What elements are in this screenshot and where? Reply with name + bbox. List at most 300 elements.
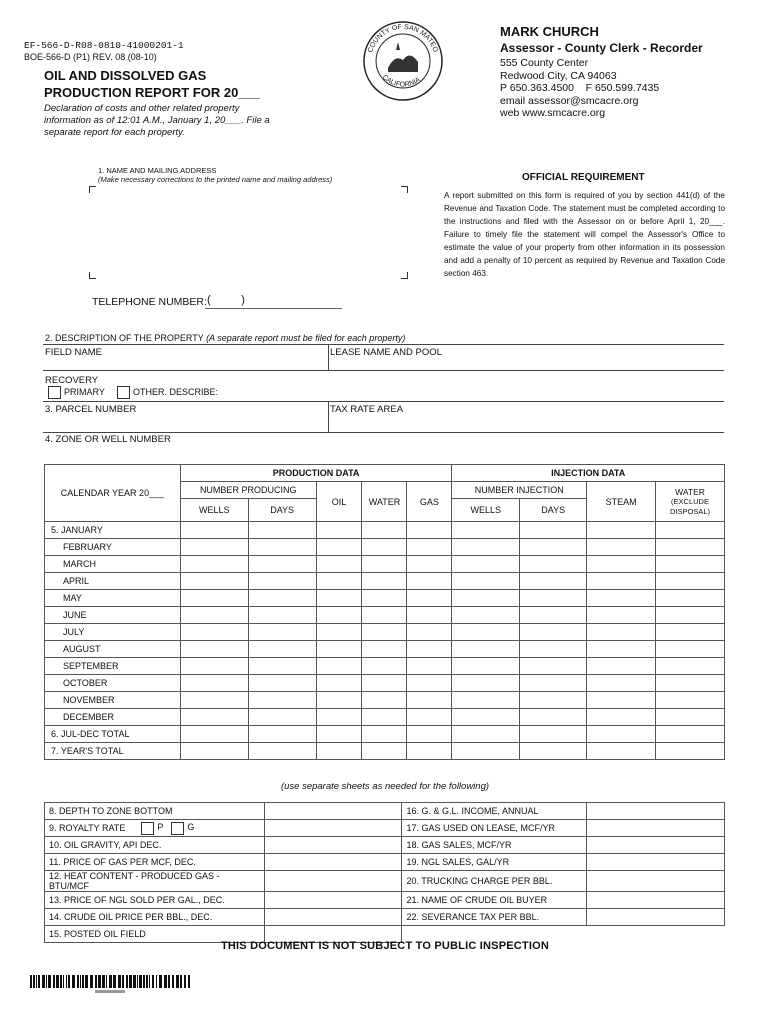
- water-inj-label: WATER: [675, 486, 705, 497]
- data-cell[interactable]: [520, 556, 587, 573]
- barcode-bar: [63, 975, 64, 988]
- data-cell[interactable]: [248, 658, 316, 675]
- data-cell[interactable]: [520, 675, 587, 692]
- data-cell[interactable]: [520, 590, 587, 607]
- data-cell[interactable]: [180, 726, 248, 743]
- royalty-rate-label: 9. ROYALTY RATE: [49, 822, 126, 833]
- info-label: 19. NGL SALES, GAL/YR: [402, 854, 587, 871]
- month-label: FEBRUARY: [45, 539, 181, 556]
- data-cell[interactable]: [656, 522, 725, 539]
- data-cell[interactable]: [587, 539, 656, 556]
- barcode-bar: [98, 975, 101, 988]
- data-cell[interactable]: [452, 624, 520, 641]
- month-label: SEPTEMBER: [45, 658, 181, 675]
- disposal-label: DISPOSAL): [670, 506, 711, 516]
- oil-header: OIL: [316, 482, 362, 522]
- data-cell[interactable]: [520, 641, 587, 658]
- royalty-p-label: P: [157, 822, 164, 833]
- barcode-bar: [159, 975, 162, 988]
- official-heading: OFFICIAL REQUIREMENT: [522, 172, 645, 183]
- data-cell[interactable]: [656, 590, 725, 607]
- data-cell[interactable]: [656, 743, 725, 760]
- data-cell[interactable]: [452, 539, 520, 556]
- production-table: [44, 464, 725, 760]
- svg-text:CALIFORNIA: CALIFORNIA: [380, 73, 422, 89]
- address-line2: Redwood City, CA 94063: [500, 69, 617, 82]
- data-cell[interactable]: [407, 522, 452, 539]
- info-value[interactable]: [264, 837, 402, 854]
- data-cell[interactable]: [248, 573, 316, 590]
- info-value[interactable]: [264, 871, 402, 892]
- data-cell[interactable]: [407, 539, 452, 556]
- info-value[interactable]: [587, 820, 725, 837]
- table-row: [45, 658, 725, 675]
- table-row: [45, 522, 725, 539]
- data-cell[interactable]: [180, 709, 248, 726]
- table-row: [45, 854, 725, 871]
- property-description: [45, 333, 405, 343]
- gas-header: GAS: [407, 482, 452, 522]
- data-cell[interactable]: [180, 743, 248, 760]
- data-cell[interactable]: [587, 675, 656, 692]
- barcode-bar: [118, 975, 121, 988]
- title-line1: OIL AND DISSOLVED GAS: [44, 68, 207, 83]
- data-cell[interactable]: [407, 641, 452, 658]
- data-cell[interactable]: [362, 709, 407, 726]
- barcode-bar: [146, 975, 148, 988]
- water-header: WATER: [362, 482, 407, 522]
- data-cell[interactable]: [520, 709, 587, 726]
- data-cell[interactable]: [180, 641, 248, 658]
- data-cell[interactable]: [180, 573, 248, 590]
- data-cell[interactable]: [407, 624, 452, 641]
- property-description-note: (A separate report must be filed for each property): [206, 333, 406, 343]
- barcode-bar: [172, 975, 174, 988]
- assessor-contact: [500, 57, 659, 120]
- barcode-bar: [129, 975, 132, 988]
- barcode-bar: [156, 975, 157, 988]
- data-cell[interactable]: [248, 556, 316, 573]
- data-cell[interactable]: [520, 607, 587, 624]
- table-row: [45, 590, 725, 607]
- data-cell[interactable]: [248, 522, 316, 539]
- data-cell[interactable]: [316, 539, 362, 556]
- data-cell[interactable]: [316, 556, 362, 573]
- data-cell[interactable]: [520, 522, 587, 539]
- name-address-note: (Make necessary corrections to the printed name and mailing address): [98, 175, 333, 184]
- barcode-bar: [102, 975, 105, 988]
- number-injection-header: NUMBER INJECTION: [452, 482, 587, 499]
- data-cell[interactable]: [316, 658, 362, 675]
- table-row: [45, 871, 725, 892]
- info-value[interactable]: [264, 909, 402, 926]
- table-row: [45, 641, 725, 658]
- month-label: JUNE: [45, 607, 181, 624]
- data-cell[interactable]: [362, 743, 407, 760]
- barcode-bar: [85, 975, 88, 988]
- data-cell[interactable]: [362, 590, 407, 607]
- data-cell[interactable]: [248, 675, 316, 692]
- address-window-corner: [401, 272, 408, 279]
- table-row: [45, 556, 725, 573]
- form-code: EF-566-D-R08-0810-41000201-1: [24, 40, 184, 51]
- number-producing-header: NUMBER PRODUCING: [180, 482, 316, 499]
- parcel-number-label: 3. PARCEL NUMBER: [45, 404, 137, 415]
- additional-info-table: [44, 802, 725, 943]
- barcode-bar: [164, 975, 167, 988]
- declaration-text: Declaration of costs and other related property information as of 12:01 A.M., January 1, 20___. File a separate report for each property.: [44, 103, 270, 138]
- info-value[interactable]: [587, 892, 725, 909]
- data-cell[interactable]: [248, 624, 316, 641]
- barcode-bar: [30, 975, 32, 988]
- data-cell[interactable]: [452, 743, 520, 760]
- data-cell[interactable]: [407, 607, 452, 624]
- info-label: 18. GAS SALES, MCF/YR: [402, 837, 587, 854]
- data-cell[interactable]: [452, 607, 520, 624]
- info-value[interactable]: [264, 854, 402, 871]
- barcode-bar: [188, 975, 190, 988]
- injection-data-header: INJECTION DATA: [452, 465, 725, 482]
- steam-header: STEAM: [587, 482, 656, 522]
- prod-wells-header: WELLS: [180, 499, 248, 522]
- barcode-bar: [66, 975, 67, 988]
- data-cell[interactable]: [452, 709, 520, 726]
- info-value[interactable]: [264, 803, 402, 820]
- barcode-bar: [152, 975, 154, 988]
- data-cell[interactable]: [362, 539, 407, 556]
- public-inspection-notice: THIS DOCUMENT IS NOT SUBJECT TO PUBLIC INSPECTION: [220, 940, 549, 952]
- data-cell[interactable]: [316, 743, 362, 760]
- data-cell[interactable]: [587, 590, 656, 607]
- barcode-bar: [137, 975, 138, 988]
- data-cell[interactable]: [520, 692, 587, 709]
- data-cell[interactable]: [407, 556, 452, 573]
- info-value[interactable]: [264, 820, 402, 837]
- barcode-bar: [122, 975, 124, 988]
- data-cell[interactable]: [452, 641, 520, 658]
- inj-wells-header: WELLS: [452, 499, 520, 522]
- data-cell[interactable]: [180, 607, 248, 624]
- data-cell[interactable]: [407, 726, 452, 743]
- data-cell[interactable]: [180, 624, 248, 641]
- table-row: [45, 743, 725, 760]
- data-cell[interactable]: [656, 726, 725, 743]
- table-row: [45, 837, 725, 854]
- data-cell[interactable]: [316, 624, 362, 641]
- info-label: 13. PRICE OF NGL SOLD PER GAL., DEC.: [45, 892, 265, 909]
- data-cell[interactable]: [656, 556, 725, 573]
- data-cell[interactable]: [248, 709, 316, 726]
- data-cell[interactable]: [248, 607, 316, 624]
- county-seal: [362, 20, 444, 102]
- barcode-bar: [80, 975, 81, 988]
- data-cell[interactable]: [587, 624, 656, 641]
- data-cell[interactable]: [248, 726, 316, 743]
- data-cell[interactable]: [452, 556, 520, 573]
- month-label: APRIL: [45, 573, 181, 590]
- address-window-corner: [401, 186, 408, 193]
- table-row: [45, 909, 725, 926]
- field-name-label: FIELD NAME: [45, 347, 103, 358]
- info-label: [45, 820, 265, 837]
- data-cell[interactable]: [452, 573, 520, 590]
- data-cell[interactable]: [587, 556, 656, 573]
- recovery-other[interactable]: [117, 386, 218, 399]
- data-cell[interactable]: [452, 522, 520, 539]
- data-cell[interactable]: [362, 522, 407, 539]
- data-cell[interactable]: [520, 658, 587, 675]
- data-cell[interactable]: [362, 726, 407, 743]
- data-cell[interactable]: [520, 743, 587, 760]
- data-cell[interactable]: [452, 692, 520, 709]
- table-row: [45, 820, 725, 837]
- table-row: [45, 539, 725, 556]
- barcode-bar: [46, 975, 47, 988]
- data-cell[interactable]: [248, 539, 316, 556]
- info-value[interactable]: [587, 803, 725, 820]
- prod-days-header: DAYS: [248, 499, 316, 522]
- data-cell[interactable]: [520, 573, 587, 590]
- barcode-bar: [42, 975, 45, 988]
- month-label: MAY: [45, 590, 181, 607]
- data-cell[interactable]: [362, 573, 407, 590]
- data-cell[interactable]: [180, 590, 248, 607]
- info-label: 15. POSTED OIL FIELD: [45, 926, 265, 943]
- barcode-bar: [82, 975, 84, 988]
- primary-checkbox[interactable]: [48, 386, 61, 399]
- data-cell[interactable]: [587, 573, 656, 590]
- barcode-bar: [133, 975, 136, 988]
- data-cell[interactable]: [248, 743, 316, 760]
- barcode-bar: [139, 975, 142, 988]
- title-line2: PRODUCTION REPORT FOR 20___: [44, 85, 260, 100]
- web-link[interactable]: web www.smcacre.org: [500, 107, 606, 119]
- table-row: [45, 675, 725, 692]
- barcode-bar: [77, 975, 79, 988]
- barcode-bar: [106, 975, 107, 988]
- data-cell[interactable]: [180, 692, 248, 709]
- info-label: 14. CRUDE OIL PRICE PER BBL., DEC.: [45, 909, 265, 926]
- table-row: [45, 709, 725, 726]
- property-description-label: 2. DESCRIPTION OF THE PROPERTY: [45, 333, 204, 343]
- month-label: NOVEMBER: [45, 692, 181, 709]
- info-label: 11. PRICE OF GAS PER MCF, DEC.: [45, 854, 265, 871]
- data-cell[interactable]: [316, 675, 362, 692]
- data-cell[interactable]: [587, 743, 656, 760]
- barcode-bar: [149, 975, 150, 988]
- barcode-bar: [109, 975, 112, 988]
- barcode-bar: [33, 975, 35, 988]
- data-cell[interactable]: [520, 624, 587, 641]
- data-cell[interactable]: [316, 590, 362, 607]
- data-cell[interactable]: [362, 675, 407, 692]
- inj-days-header: DAYS: [520, 499, 587, 522]
- data-cell[interactable]: [316, 607, 362, 624]
- info-value[interactable]: [587, 837, 725, 854]
- data-cell[interactable]: [316, 726, 362, 743]
- water-exclude-header: [656, 482, 725, 522]
- barcode-bar: [56, 975, 59, 988]
- data-cell[interactable]: [587, 641, 656, 658]
- royalty-p-checkbox[interactable]: [141, 822, 154, 835]
- table-row: [45, 803, 725, 820]
- table-row: [45, 892, 725, 909]
- official-text: A report submitted on this form is required of you by section 441(d) of the Revenue and Taxation Code. The statement must be completed according to the instructions and filed with the Assessor on or before April 1, 20___. Failure to timely file the statement will compel the Assessor's Office to estimate the value of your property from other information in its possession and add a penalty of 10 percent as required by Revenue and Taxation Code section 463.: [444, 191, 725, 278]
- data-cell[interactable]: [362, 624, 407, 641]
- info-label: 10. OIL GRAVITY, API DEC.: [45, 837, 265, 854]
- tax-rate-label: TAX RATE AREA: [330, 404, 404, 415]
- barcode-bar: [126, 975, 128, 988]
- barcode-bar: [53, 975, 55, 988]
- data-cell[interactable]: [656, 539, 725, 556]
- data-cell[interactable]: [362, 556, 407, 573]
- telephone-paren: ( ): [207, 294, 245, 306]
- table-row: [45, 573, 725, 590]
- barcode-bar: [48, 975, 51, 988]
- data-cell[interactable]: [520, 539, 587, 556]
- data-cell[interactable]: [587, 726, 656, 743]
- address-line1: 555 County Center: [500, 57, 589, 69]
- data-cell[interactable]: [587, 709, 656, 726]
- info-label: 21. NAME OF CRUDE OIL BUYER: [402, 892, 587, 909]
- barcode-bar: [184, 975, 186, 988]
- royalty-g-checkbox[interactable]: [171, 822, 184, 835]
- data-cell[interactable]: [656, 607, 725, 624]
- data-cell[interactable]: [180, 675, 248, 692]
- data-cell[interactable]: [452, 726, 520, 743]
- data-cell[interactable]: [520, 726, 587, 743]
- name-address-label: 1. NAME AND MAILING ADDRESS: [98, 166, 217, 175]
- info-value[interactable]: [587, 871, 725, 892]
- data-cell[interactable]: [362, 607, 407, 624]
- exclude-label: (EXCLUDE: [671, 496, 709, 506]
- assessor-name: MARK CHURCH: [500, 24, 599, 39]
- table-row: [45, 726, 725, 743]
- table-row: [45, 607, 725, 624]
- data-cell[interactable]: [180, 539, 248, 556]
- data-cell[interactable]: [316, 522, 362, 539]
- data-cell[interactable]: [452, 675, 520, 692]
- data-cell[interactable]: [180, 522, 248, 539]
- month-label: 5. JANUARY: [45, 522, 181, 539]
- primary-label: PRIMARY: [64, 386, 105, 397]
- data-cell[interactable]: [656, 675, 725, 692]
- data-cell[interactable]: [656, 641, 725, 658]
- data-cell[interactable]: [656, 709, 725, 726]
- barcode-bar: [176, 975, 179, 988]
- name-address-field[interactable]: [92, 187, 402, 275]
- barcode-bar: [60, 975, 62, 988]
- data-cell[interactable]: [362, 658, 407, 675]
- other-checkbox[interactable]: [117, 386, 130, 399]
- other-label: OTHER. DESCRIBE:: [133, 386, 219, 397]
- form-revision: BOE-566-D (P1) REV. 08 (08-10): [24, 52, 157, 62]
- data-cell[interactable]: [407, 692, 452, 709]
- month-label: JULY: [45, 624, 181, 641]
- lease-name-label: LEASE NAME AND POOL: [330, 347, 442, 358]
- data-cell[interactable]: [587, 692, 656, 709]
- telephone-field[interactable]: [205, 308, 342, 309]
- production-data-header: PRODUCTION DATA: [180, 465, 452, 482]
- recovery-label: RECOVERY: [45, 375, 99, 386]
- barcode-bar: [36, 975, 37, 988]
- barcode-bar: [113, 975, 116, 988]
- month-label: 7. YEAR'S TOTAL: [45, 743, 181, 760]
- info-label: 17. GAS USED ON LEASE, MCF/YR: [402, 820, 587, 837]
- info-label: 20. TRUCKING CHARGE PER BBL.: [402, 871, 587, 892]
- recovery-primary[interactable]: [48, 386, 105, 399]
- info-value[interactable]: [264, 892, 402, 909]
- month-label: OCTOBER: [45, 675, 181, 692]
- barcode-bar: [143, 975, 145, 988]
- separate-sheets-note: (use separate sheets as needed for the following): [280, 781, 490, 792]
- info-label: 22. SEVERANCE TAX PER BBL.: [402, 909, 587, 926]
- data-cell[interactable]: [587, 607, 656, 624]
- data-cell[interactable]: [316, 641, 362, 658]
- month-label: 6. JUL-DEC TOTAL: [45, 726, 181, 743]
- data-cell[interactable]: [248, 641, 316, 658]
- barcode-bar: [90, 975, 93, 988]
- phone-fax: P 650.363.4500 F 650.599.7435: [500, 82, 660, 94]
- data-cell[interactable]: [407, 709, 452, 726]
- assessor-title: Assessor - County Clerk - Recorder: [500, 41, 703, 55]
- data-cell[interactable]: [452, 658, 520, 675]
- table-row: [45, 692, 725, 709]
- data-cell[interactable]: [180, 556, 248, 573]
- data-cell[interactable]: [316, 573, 362, 590]
- info-value[interactable]: [587, 854, 725, 871]
- data-cell[interactable]: [452, 590, 520, 607]
- barcode: [30, 975, 192, 988]
- data-cell[interactable]: [407, 590, 452, 607]
- month-label: MARCH: [45, 556, 181, 573]
- info-label: 12. HEAT CONTENT - PRODUCED GAS - BTU/MCF: [45, 871, 265, 892]
- barcode-caption: [95, 990, 125, 993]
- data-cell[interactable]: [656, 624, 725, 641]
- month-label: AUGUST: [45, 641, 181, 658]
- data-cell[interactable]: [407, 658, 452, 675]
- telephone-label: TELEPHONE NUMBER:: [92, 296, 207, 308]
- barcode-bar: [68, 975, 70, 988]
- barcode-bar: [38, 975, 40, 988]
- barcode-bar: [180, 975, 182, 988]
- barcode-bar: [95, 975, 97, 988]
- data-cell[interactable]: [362, 692, 407, 709]
- email-link[interactable]: email assessor@smcacre.org: [500, 94, 639, 107]
- data-cell[interactable]: [248, 692, 316, 709]
- table-row: [45, 624, 725, 641]
- data-cell[interactable]: [656, 692, 725, 709]
- data-cell[interactable]: [248, 590, 316, 607]
- data-cell[interactable]: [316, 692, 362, 709]
- data-cell[interactable]: [407, 675, 452, 692]
- data-cell[interactable]: [407, 573, 452, 590]
- zone-well-label: 4. ZONE OR WELL NUMBER: [45, 434, 171, 445]
- info-value[interactable]: [587, 909, 725, 926]
- data-cell[interactable]: [587, 658, 656, 675]
- info-label: 8. DEPTH TO ZONE BOTTOM: [45, 803, 265, 820]
- data-cell[interactable]: [407, 743, 452, 760]
- royalty-g-label: G: [187, 822, 195, 833]
- data-cell[interactable]: [656, 573, 725, 590]
- calendar-year-header: CALENDAR YEAR 20___: [45, 465, 181, 522]
- data-cell[interactable]: [180, 658, 248, 675]
- data-cell[interactable]: [587, 522, 656, 539]
- data-cell[interactable]: [656, 658, 725, 675]
- data-cell[interactable]: [362, 641, 407, 658]
- barcode-bar: [168, 975, 170, 988]
- data-cell[interactable]: [316, 709, 362, 726]
